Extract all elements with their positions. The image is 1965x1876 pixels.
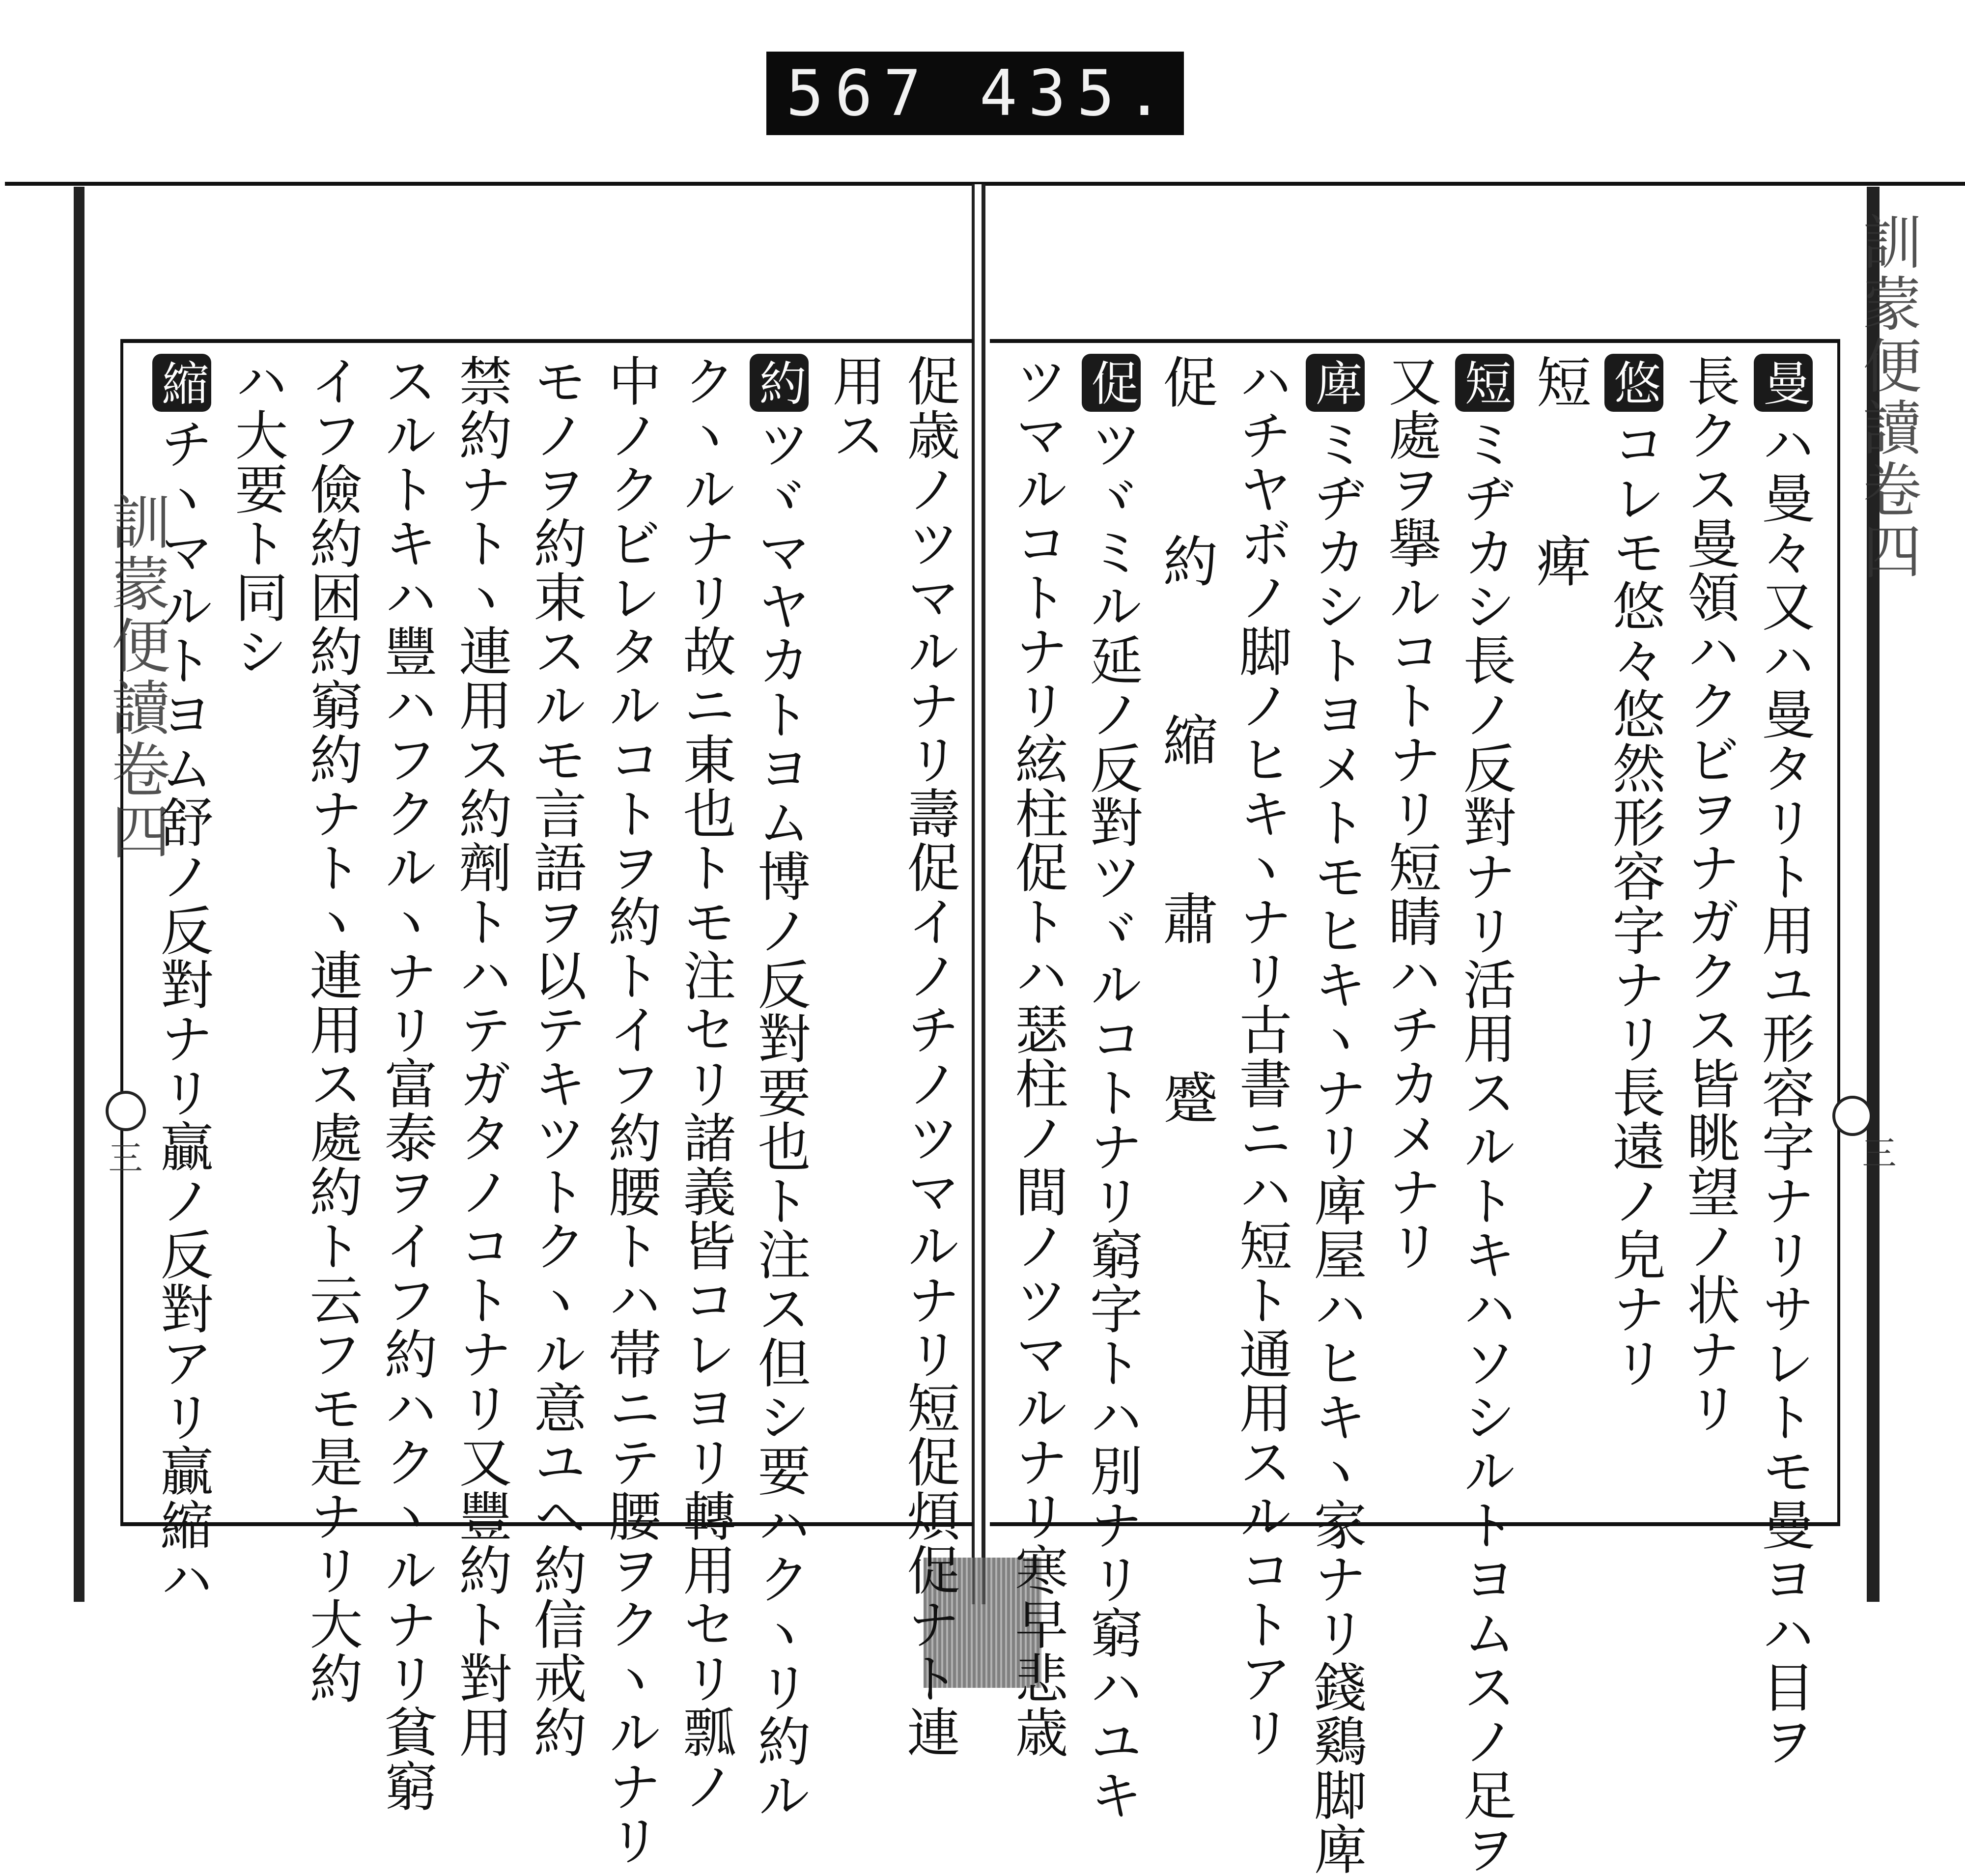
column-text: ツヾマヤカトヨム博ノ反對要也ト注ス但シ要ハクヽリ約ル: [749, 417, 810, 1822]
headword-badge: 縮: [152, 354, 211, 412]
left-column: [674, 354, 735, 1813]
left-margin-title: 訓蒙便讀卷四: [102, 491, 170, 863]
column-text: ハ大要ト同シ: [226, 354, 287, 678]
right-column: [1154, 354, 1218, 1508]
left-column: [824, 354, 883, 1508]
left-column: [898, 354, 959, 1759]
right-column: [1679, 354, 1738, 1508]
headword-badge: 短: [1455, 354, 1514, 412]
archive-label: [766, 52, 1184, 135]
headword-badge: 曼: [1754, 354, 1813, 412]
binding-hole-right: [1832, 1096, 1873, 1136]
column-text: ミヂカシ長ノ反對ナリ活用スルトキハソシルトヨムスノ足ヲ: [1454, 417, 1516, 1876]
right-margin-title: 訓蒙便讀卷四: [1853, 211, 1921, 583]
column-text: イフ儉約困約窮約ナトヽ連用ス處約ト云フモ是ナリ大約: [301, 354, 362, 1705]
column-text: 中ノクビレタルコトヲ約トイフ約腰トハ帯ニテ腰ヲクヽルナリ: [599, 354, 661, 1867]
column-text: 促歳ノツマルナリ壽促イノチノツマルナリ短促煩促ナト連: [898, 354, 959, 1759]
column-text: チヽマルトヨム舒ノ反對ナリ贏ノ反對アリ贏縮ハ: [151, 417, 213, 1606]
binding-hole-left: [106, 1091, 146, 1131]
column-text: 用ス: [823, 354, 885, 462]
left-column: [227, 354, 286, 1508]
left-column: [525, 354, 586, 1759]
left-column: [599, 354, 661, 1867]
right-column: [1006, 354, 1067, 1759]
right-column: [1753, 354, 1814, 1768]
left-column: [375, 354, 437, 1813]
headword-badge: 庳: [1306, 354, 1365, 412]
right-column: [1454, 354, 1516, 1876]
right-folio: 三: [1856, 1135, 1897, 1169]
column-text: クヽルナリ故ニ東也トモ注セリ諸義皆コレヨリ轉用セリ瓢ノ: [674, 354, 735, 1813]
headword-badge: 悠: [1604, 354, 1663, 412]
archive-label-left: 567: [786, 57, 932, 130]
left-column: [450, 354, 511, 1759]
column-text: ハチヤボノ脚ノヒキヽナリ古書ニハ短ト通用スルコトアリ: [1230, 354, 1291, 1759]
column-text: ツマルコトナリ絃柱促トハ瑟柱ノ間ノツマルナリ寒早悲歳: [1006, 354, 1067, 1759]
book-gutter: [972, 184, 985, 1604]
column-text: スルトキハ豐ハフクルヽナリ富泰ヲイフ約ハクヽルナリ貧窮: [375, 354, 437, 1813]
archive-label-right: 435.: [979, 57, 1174, 130]
column-text: ツヾミル延ノ反對ツヾルコトナリ窮字トハ別ナリ窮ハユキ: [1081, 417, 1142, 1822]
left-column: [749, 354, 810, 1822]
column-text: ハ曼々又ハ曼タリト用ユ形容字ナリサレトモ曼ヨハ目ヲ: [1753, 417, 1814, 1768]
right-column: [1380, 354, 1439, 1508]
left-column: [151, 354, 213, 1606]
headword-badge: 促: [1082, 354, 1141, 412]
right-column: [1230, 354, 1291, 1759]
left-folio: 三: [103, 1140, 143, 1174]
column-text: 長クス曼領ハクビヲナガクス皆眺望ノ状ナリ: [1678, 354, 1740, 1435]
column-text: 促 約 縮 肅 蹙: [1154, 354, 1218, 1159]
column-text: コレモ悠々悠然形容字ナリ長遠ノ皃ナリ: [1603, 417, 1665, 1390]
right-column: [1081, 354, 1142, 1822]
column-text: モノヲ約束スルモ言語ヲ以テキツトクヽル意ユヘ約信戒約: [525, 354, 586, 1759]
column-text: 禁約ナトヽ連用ス約劑トハテガタノコトナリ又豐約ト對用: [450, 354, 511, 1759]
left-column: [301, 354, 362, 1705]
right-column: [1305, 354, 1366, 1876]
right-column: [1604, 354, 1663, 1508]
right-column: [1527, 354, 1591, 1508]
column-text: ミヂカシトヨメトモヒキヽナリ庳屋ハヒキヽ家ナリ錢鷄脚庳: [1305, 417, 1366, 1876]
headword-badge: 約: [750, 354, 809, 412]
column-text: 又處ヲ擧ルコトナリ短睛ハチカメナリ: [1379, 354, 1441, 1273]
column-text: 短 痺: [1527, 354, 1591, 622]
